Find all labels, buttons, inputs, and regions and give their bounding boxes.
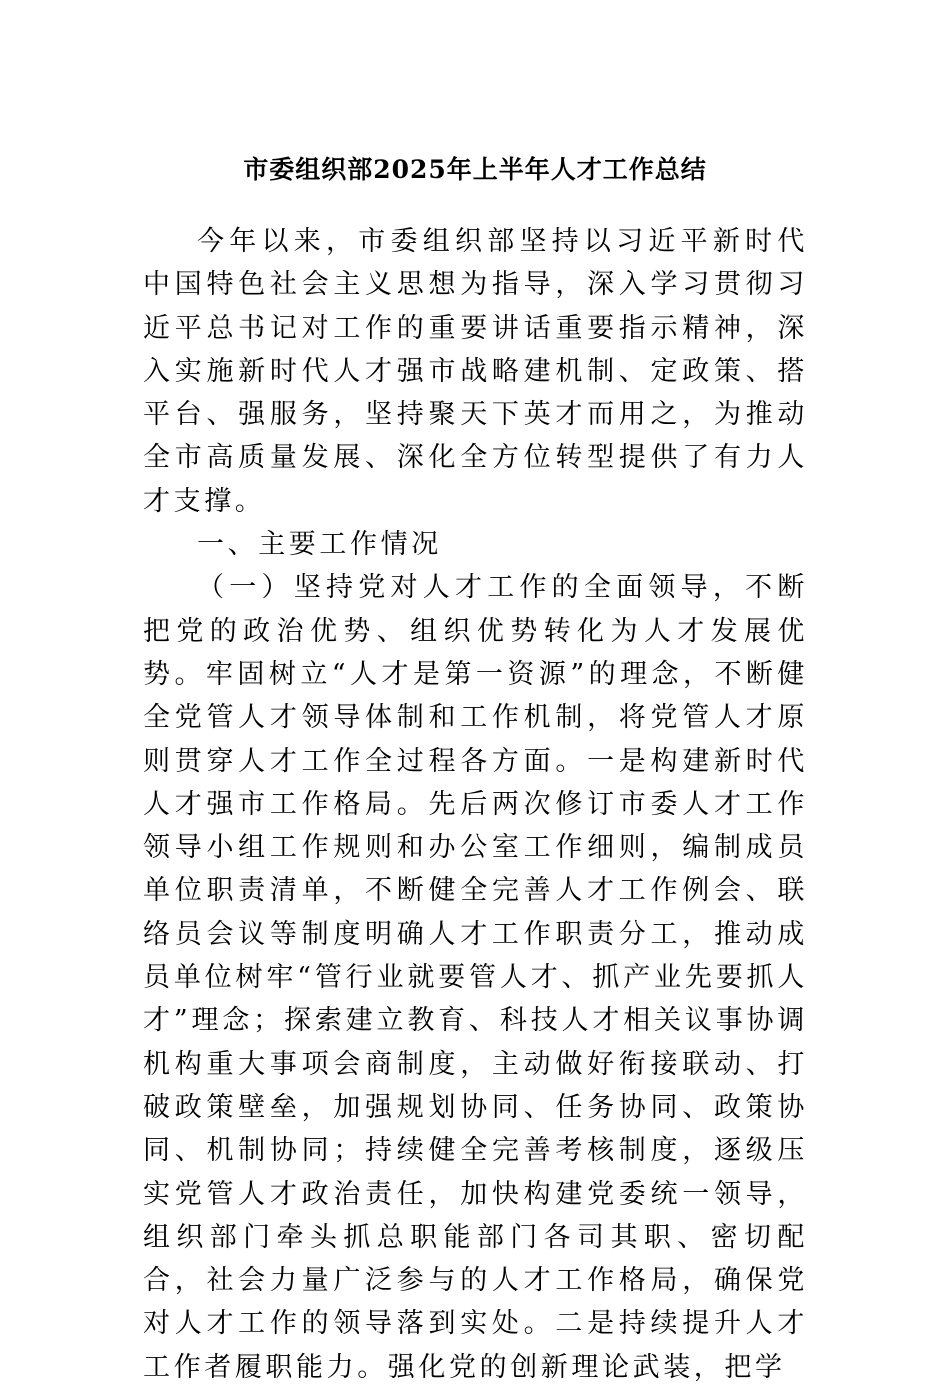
section-heading: 一、主要工作情况	[197, 529, 442, 561]
document-title: 市委组织部2025年上半年人才工作总结	[243, 155, 707, 184]
intro-paragraph: 今年以来，市委组织部坚持以习近平新时代中国特色社会主义思想为指导，深入学习贯彻习近平总书记对工作的重要讲话重要指示精神，深入实施新时代人才强市战略建机制、定政策、搭平台、强服务，坚持聚天下英才而用之，为推动全市高质量发展、深化全方位转型提供了有力人才支撑。	[143, 226, 808, 517]
document-body	[143, 220, 808, 1389]
body-paragraph: （一）坚持党对人才工作的全面领导，不断把党的政治优势、组织优势转化为人才发展优势。牢固树立“人才是第一资源”的理念，不断健全党管人才领导体制和工作机制，将党管人才原则贯穿人才工作全过程各方面。一是构建新时代人才强市工作格局。先后两次修订市委人才工作领导小组工作规则和办公室工作细则，编制成员单位职责清单，不断健全完善人才工作例会、联络员会议等制度明确人才工作职责分工，推动成员单位树牢“管行业就要管人才、抓产业先要抓人才”理念；探索建立教育、科技人才相关议事协调机构重大事项会商制度，主动做好衔接联动、打破政策壁垒，加强规划协同、任务协同、政策协同、机制协同；持续健全完善考核制度，逐级压实党管人才政治责任，加快构建党委统一领导，组织部门牵头抓总职能部门各司其职、密切配合，社会力量广泛参与的人才工作格局，确保党对人才工作的领导落到实处。二是持续提升人才工作者履职能力。强化党的创新理论武装，把学	[143, 572, 808, 1383]
